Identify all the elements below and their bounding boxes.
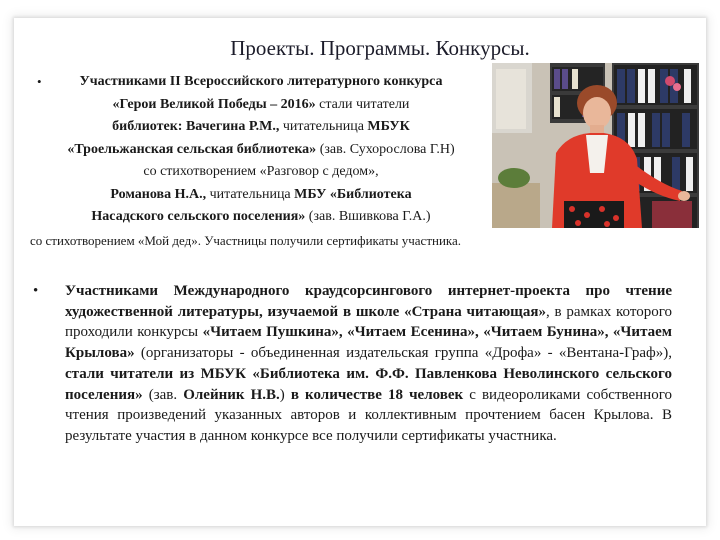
- library-name: Насадского сельского поселения»: [91, 209, 306, 224]
- library-name: «Троельжанская сельская библиотека»: [67, 141, 317, 157]
- bullet: •: [33, 283, 39, 299]
- text: читательница: [279, 119, 368, 134]
- project-name: Международного краудсорсингового интернет-проекта про чтение художественной литературы, изучаемой в школе «Страна читающая»: [65, 283, 672, 320]
- head-name: Олейник Н.В.: [183, 386, 280, 403]
- text: читательница: [206, 186, 295, 202]
- bullet: •: [37, 74, 42, 89]
- participant-name-2: Романова Н.А.,: [110, 186, 207, 202]
- certificate-line: со стихотворением «Мой дед». Участницы получили сертификаты участника.: [30, 233, 462, 248]
- text: стали читатели: [315, 96, 410, 112]
- item-text: [65, 281, 672, 447]
- participant-count: в количестве 18 человек: [290, 386, 464, 403]
- library-photo: [492, 63, 699, 228]
- text: , в рамках которого проходили конкурсы: [65, 303, 672, 341]
- text: со стихотворением «Разговор с дедом»,: [143, 164, 379, 179]
- participant-name-1: библиотек: Вачегина Р.М.,: [112, 119, 280, 134]
- library-name: стали читатели из МБУК «Библиотека им. Ф.Ф. Павленкова Неволинского сельского поселения»: [65, 365, 672, 403]
- library-name: МБУК: [367, 119, 410, 134]
- text: ): [279, 386, 291, 403]
- text: (организаторы - объединенная издательская группа «Дрофа» - «Вентана-Граф»),: [134, 345, 672, 362]
- text: Участниками: [65, 283, 174, 299]
- contest-participants: Участниками II Всероссийского литературного конкурса: [79, 74, 443, 89]
- list-item-1: [30, 71, 492, 229]
- text: (зав. Сухорослова Г.Н): [316, 141, 455, 157]
- text: с видеороликами собственного чтения произведений указанных авторов и коллективным прочтением басен Крылова. В результате участия в данном конкурсе все получили сертификаты участника.: [65, 386, 672, 444]
- text: (зав.: [142, 386, 184, 403]
- contest-list: «Читаем Пушкина», «Читаем Есенина», «Читаем Бунина», «Читаем Крылова»: [65, 324, 672, 362]
- contest-name: «Герои Великой Победы – 2016»: [112, 96, 316, 112]
- text: (зав. Вшивкова Г.А.): [305, 209, 431, 224]
- page-title: Проекты. Программы. Конкурсы.: [230, 36, 530, 60]
- library-name: МБУ «Библиотека: [294, 186, 412, 202]
